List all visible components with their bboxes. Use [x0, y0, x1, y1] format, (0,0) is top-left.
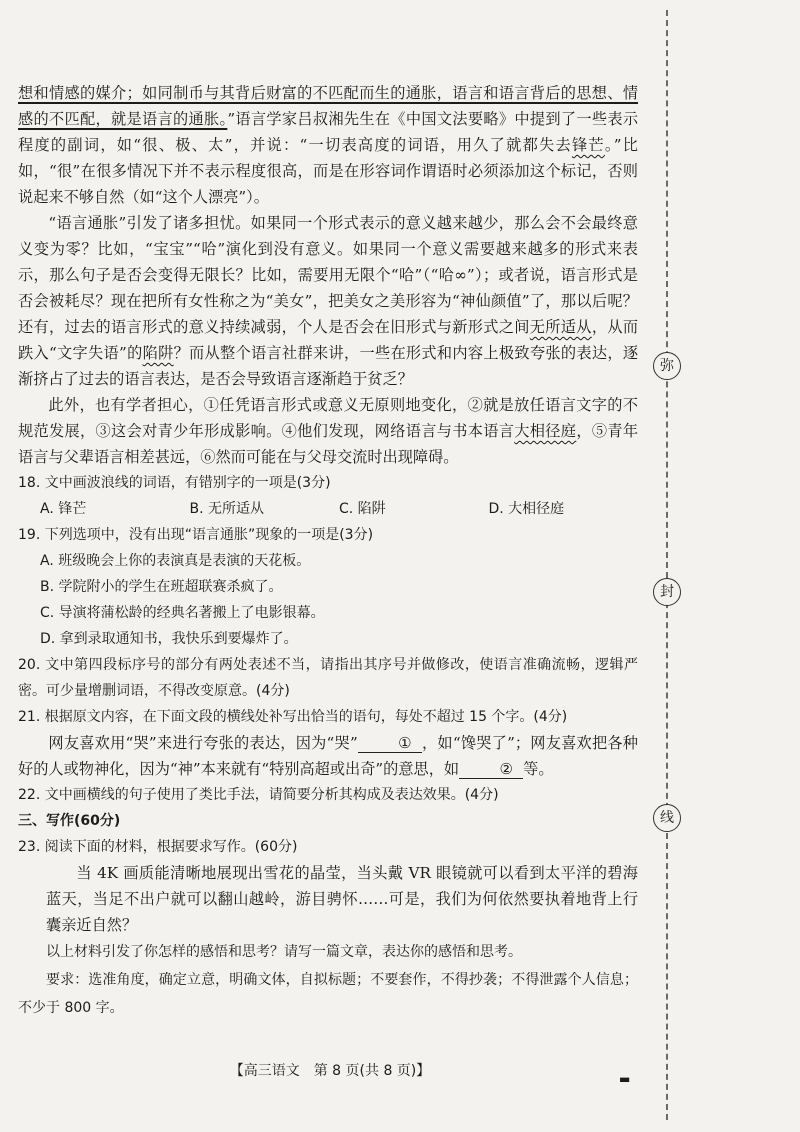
question-20-stem: 20. 文中第四段标序号的部分有两处表述不当，请指出其序号并做修改，使语言准确流畅，逻辑严密。可少量增删词语，不得改变原意。(4分) [18, 657, 638, 699]
q23-prompt: 以上材料引发了你怎样的感悟和思考？请写一篇文章，表达你的感悟和思考。 [46, 944, 522, 960]
q21-text-b: ，如“馋哭了”；网友喜欢把各种好的人或物神化，因为“神”本来就有“特别高超或出奇”的意思，如 [18, 734, 638, 778]
wavy-word-wusuoshicong: 无所适从 [529, 318, 592, 336]
binding-dashed-line [666, 10, 668, 1120]
q19-option-c: C. 导演将蒲松龄的经典名著搬上了电影银幕。 [40, 605, 325, 621]
wavy-word-daxiangjingting: 大相径庭 [514, 422, 577, 440]
passage-text: ，从而跌入“文字失语”的 [18, 318, 639, 362]
q21-text-c: 等。 [523, 760, 554, 778]
passage-paragraph-3 [18, 392, 638, 470]
passage-text: “语言通胀”引发了诸多担忧。如果同一个形式表示的意义越来越少，那么会不会最终意义变为零？比如，“宝宝”“哈”演化到没有意义。如果同一个意义需要越来越多的形式来表示，那么句子是否会变得无限长？比如，需要用无限个“哈”（“哈∞”）；或者说，语言形式是否会被耗尽？现在把所有女性称之为“美女”，把美女之美形容为“神仙颜值”了，那以后呢？还有，过去的语言形式的意义持续减弱，个人是否会在旧形式与新形式之间 [18, 214, 638, 336]
q21-text-a: 网友喜欢用“哭”来进行夸张的表达，因为“哭” [48, 734, 358, 752]
binding-mark-feng: 封 [653, 578, 681, 606]
question-19-stem: 19. 下列选项中，没有出现“语言通胀”现象的一项是(3分) [18, 527, 374, 543]
q18-option-a: A. 锋芒 [40, 501, 87, 517]
passage-paragraph-2 [18, 210, 638, 392]
corner-mark: ▬ [619, 1072, 631, 1086]
passage-text: 此外，也有学者担心，①任凭语言形式或意义无原则地变化，②就是放任语言文字的不规范发展，③这会对青少年形成影响。④他们发现，网络语言与书本语言 [18, 396, 638, 440]
q18-option-b: B. 无所适从 [189, 501, 265, 517]
page-content [18, 80, 638, 1022]
q23-material: 当 4K 画质能清晰地展现出雪花的晶莹，当头戴 VR 眼镜就可以看到太平洋的碧海蓝天，当足不出户就可以翻山越岭，游目骋怀……可是，我们为何依然要执着地背上行囊亲近自然？ [46, 864, 638, 934]
underlined-sentence-part2: 不匹配，就是语言的通胀。 [49, 110, 228, 128]
question-18-stem: 18. 文中画波浪线的词语，有错别字的一项是(3分) [18, 475, 331, 491]
page-footer: 【高三语文 第 8 页(共 8 页)】 [229, 1063, 431, 1079]
question-22-stem: 22. 文中画横线的句子使用了类比手法，请简要分析其构成及表达效果。(4分) [18, 787, 499, 803]
q19-option-d: D. 拿到录取通知书，我快乐到要爆炸了。 [40, 631, 298, 647]
binding-mark-xian: 线 [653, 804, 681, 832]
wavy-word-fengmang: 锋芒 [571, 136, 605, 154]
question-23-stem: 23. 阅读下面的材料，根据要求写作。(60分) [18, 839, 298, 855]
question-18-options [18, 496, 638, 522]
wavy-word-xianjing: 陷阱 [142, 344, 174, 362]
question-21-stem: 21. 根据原文内容，在下面文段的横线处补写出恰当的语句，每处不超过 15 个字。(4分) [18, 709, 568, 725]
q21-blank-1[interactable]: ① [358, 734, 422, 753]
passage-text: 。”比如，“很”在很多情况下并不表示程度很高，而是在形容词作谓语时必须添加这个标记，否则说起来不够自然（如“这个人漂亮”）。 [18, 136, 638, 206]
question-21-text [18, 730, 638, 782]
binding-mark-mi: 弥 [653, 352, 681, 380]
passage-text: ，⑤青年语言与父辈语言相差甚远，⑥然而可能在与父母交流时出现障碍。 [18, 422, 639, 466]
passage-paragraph-1 [18, 80, 638, 210]
q18-option-c: C. 陷阱 [339, 501, 386, 517]
passage-text: ？而从整个语言社群来讲，一些在形式和内容上极致夸张的表达，逐渐挤占了过去的语言表达，是否会导致语言逐渐趋于贫乏？ [18, 344, 639, 388]
passage-text: ”语言学家吕叔湘先生在《中国文法要略》中提到了一些表示程度的副词，如“很、极、太”，并说：“一切表高度的词语，用久了就都失去 [18, 110, 639, 154]
section-3-heading: 三、写作(60分) [18, 813, 121, 829]
q18-option-d: D. 大相径庭 [488, 501, 565, 517]
underlined-sentence-part1: 想和情感的媒介；如同制币与其背后财富的不匹配而生的通胀，语言和语言背后的思想、情感的 [18, 84, 638, 128]
q19-option-b: B. 学院附小的学生在班超联赛杀疯了。 [40, 579, 283, 595]
q21-blank-2[interactable]: ② [459, 760, 523, 779]
q19-option-a: A. 班级晚会上你的表演真是表演的天花板。 [40, 553, 311, 569]
q23-requirements: 要求：选准角度，确定立意，明确文体，自拟标题；不要套作，不得抄袭；不得泄露个人信息；不少于 800 字。 [18, 972, 638, 1016]
